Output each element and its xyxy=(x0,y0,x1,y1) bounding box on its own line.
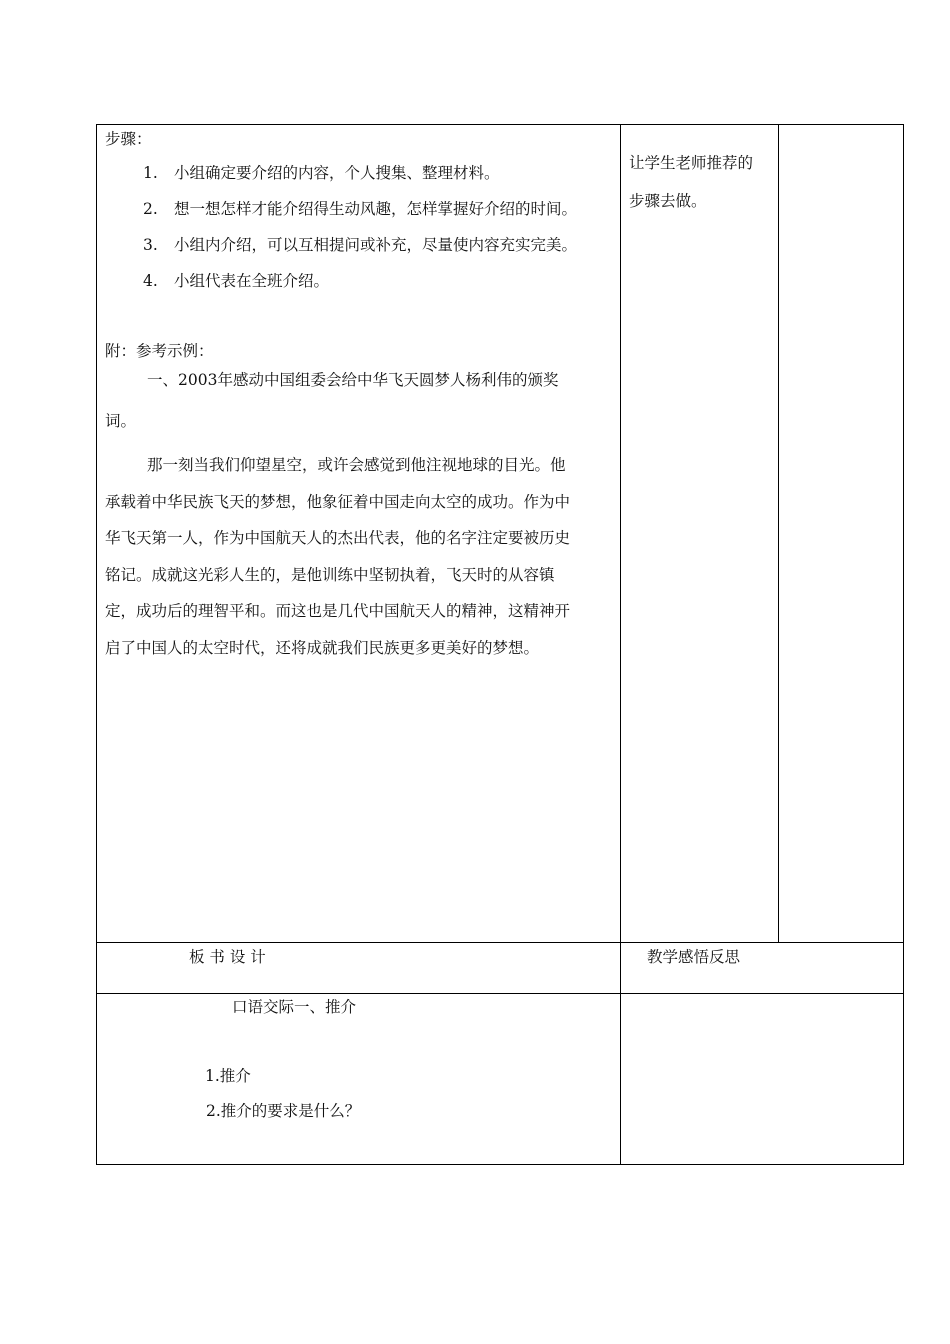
table-border-left xyxy=(96,124,97,1165)
board-item: 1.推介 xyxy=(205,1067,251,1085)
row-divider-board-header xyxy=(96,993,904,994)
body-line: 承载着中华民族飞天的梦想，他象征着中国走向太空的成功。作为中 xyxy=(105,492,571,511)
row-divider-content xyxy=(96,942,904,943)
reflection-heading: 教学感悟反思 xyxy=(647,948,741,966)
step-number: 3. xyxy=(143,236,158,254)
step-text: 小组确定要介绍的内容，个人搜集、整理材料。 xyxy=(174,164,500,182)
body-line: 启了中国人的太空时代，还将成就我们民族更多更美好的梦想。 xyxy=(105,638,540,657)
example-title xyxy=(105,362,558,439)
example-title-line: 词。 xyxy=(105,412,137,430)
column-divider-main xyxy=(620,124,621,1165)
board-item: 2.推介的要求是什么？ xyxy=(206,1102,361,1120)
teacher-note-line: 让学生老师推荐的 xyxy=(629,154,754,172)
board-title: 口语交际一、推介 xyxy=(232,998,357,1016)
step-number: 4. xyxy=(143,272,158,290)
step-text: 小组代表在全班介绍。 xyxy=(174,272,330,290)
step-number: 1. xyxy=(143,164,158,182)
table-border-right xyxy=(903,124,904,1165)
step-text: 想一想怎样才能介绍得生动风趣，怎样掌握好介绍的时间。 xyxy=(174,200,578,218)
step-text: 小组内介绍，可以互相提问或补充，尽量使内容充实完美。 xyxy=(174,236,578,254)
award-speech-body xyxy=(105,447,570,666)
board-design-heading: 板 书 设 计 xyxy=(189,948,266,966)
step-number: 2. xyxy=(143,200,158,218)
teacher-note xyxy=(629,144,753,220)
column-divider-notes xyxy=(778,124,779,943)
table-border-top xyxy=(96,124,904,125)
table-border-bottom xyxy=(96,1164,904,1165)
body-line: 定，成功后的理智平和。而这也是几代中国航天人的精神，这精神开 xyxy=(105,602,571,620)
body-line: 那一刻当我们仰望星空，或许会感觉到他注视地球的目光。他 xyxy=(147,456,566,474)
body-line: 华飞天第一人，作为中国航天人的杰出代表，他的名字注定要被历史 xyxy=(105,529,571,547)
example-title-line: 一、2003年感动中国组委会给中华飞天圆梦人杨利伟的颁奖 xyxy=(147,371,559,389)
appendix-heading: 附：参考示例： xyxy=(105,342,214,360)
body-line: 铭记。成就这光彩人生的，是他训练中坚韧执着，飞天时的从容镇 xyxy=(105,565,555,584)
steps-heading: 步骤： xyxy=(105,130,152,148)
teacher-note-line: 步骤去做。 xyxy=(629,192,707,210)
